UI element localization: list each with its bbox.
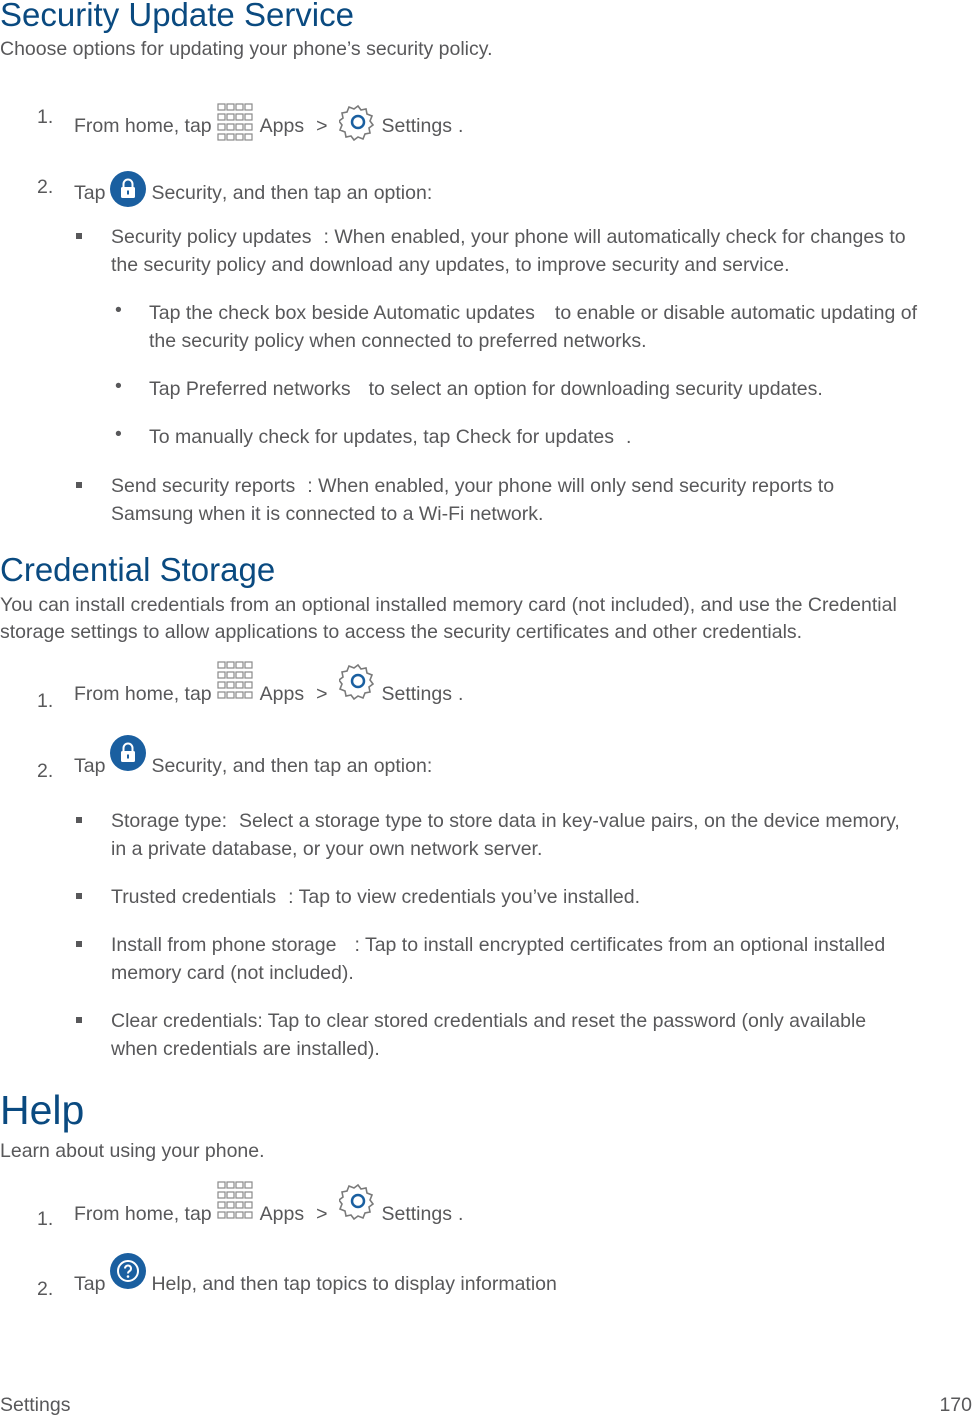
bullet-trusted-credentials: Trusted credentials : Tap to view credentials you’ve installed. [111, 886, 641, 908]
step-1 [0, 102, 973, 138]
term: Security policy updates [111, 226, 312, 248]
help-question-icon [109, 1252, 147, 1298]
step-text: , and then tap topics to display information [191, 1273, 557, 1295]
section-title-credential-storage: Credential Storage [0, 551, 276, 588]
apps-label: Apps [259, 683, 305, 705]
square-bullet [76, 941, 82, 947]
period: . [457, 115, 464, 137]
square-bullet [76, 817, 82, 823]
security-label: Security [151, 182, 222, 204]
bullet-security-policy-updates: Security policy updates : When enabled, your phone will automatically check for changes to [111, 226, 906, 248]
term: Check for updates [455, 426, 615, 448]
apps-grid-icon [216, 1180, 256, 1228]
step-number: 2. [37, 760, 54, 782]
square-bullet [76, 1017, 82, 1023]
step-number: 1. [37, 690, 54, 712]
settings-gear-icon [339, 1182, 377, 1228]
security-label: Security [151, 755, 222, 777]
sub-bullet-check-for-updates: To manually check for updates, tap Check for updates . [149, 426, 632, 448]
bullet-line: memory card (not included). [111, 962, 354, 984]
step-2 [0, 170, 973, 208]
step-1 [0, 668, 973, 712]
settings-label: Settings [381, 683, 452, 705]
section-title-help: Help [0, 1087, 85, 1133]
step-text: Tap [74, 182, 106, 204]
section-intro: You can install credentials from an optional installed memory card (not included), and use the Credential [0, 594, 897, 616]
term: Trusted credentials [111, 886, 277, 908]
settings-gear-icon [339, 662, 377, 708]
apps-grid-icon [216, 660, 256, 708]
square-bullet [76, 893, 82, 899]
round-bullet: • [115, 375, 122, 397]
step-text: Tap [74, 1273, 106, 1295]
section-intro: storage settings to allow applications to access the security certificates and other credentials. [0, 621, 803, 643]
bullet-storage-type: Storage type: Select a storage type to store data in key-value pairs, on the device memory, [111, 810, 900, 832]
sub-bullet-automatic-updates: Tap the check box beside Automatic updates to enable or disable automatic updating of [149, 302, 918, 324]
bullet-line: Samsung when it is connected to a Wi-Fi network. [111, 503, 544, 525]
term: Install from phone storage [111, 934, 337, 956]
period: . [457, 683, 464, 705]
term: Storage type: [111, 810, 227, 832]
step-text: From home, tap [74, 1203, 212, 1225]
step-number: 2. [37, 176, 54, 198]
footer-section: Settings [0, 1394, 71, 1416]
lock-icon [109, 734, 147, 780]
apps-grid-icon [216, 102, 256, 150]
term: Automatic updates [373, 302, 535, 324]
section-intro: Choose options for updating your phone’s security policy. [0, 38, 493, 60]
square-bullet [76, 482, 82, 488]
period: . [457, 1203, 464, 1225]
round-bullet: • [115, 299, 122, 321]
step-text: , and then tap an option: [221, 755, 433, 777]
step-2 [0, 1258, 973, 1298]
round-bullet: • [115, 423, 122, 445]
help-label: Help [151, 1273, 192, 1295]
term: Send security reports [111, 475, 296, 497]
step-number: 1. [37, 1208, 54, 1230]
bullet-install-from-phone-storage: Install from phone storage : Tap to install encrypted certificates from an optional installed [111, 934, 886, 956]
bullet-line: the security policy and download any updates, to improve security and service. [111, 254, 790, 276]
square-bullet [76, 233, 82, 239]
step-number: 1. [37, 106, 54, 128]
settings-label: Settings [381, 1203, 452, 1225]
settings-gear-icon [339, 103, 377, 149]
settings-label: Settings [381, 115, 452, 137]
bullet-line: in a private database, or your own network server. [111, 838, 543, 860]
separator: > [316, 1203, 328, 1225]
bullet-clear-credentials: Clear credentials: Tap to clear stored credentials and reset the password (only available [111, 1010, 867, 1032]
bullet-send-security-reports: Send security reports : When enabled, your phone will only send security reports to [111, 475, 835, 497]
lock-icon [109, 170, 147, 216]
step-1 [0, 1188, 973, 1228]
apps-label: Apps [259, 1203, 305, 1225]
section-intro: Learn about using your phone. [0, 1140, 265, 1162]
step-text: From home, tap [74, 115, 212, 137]
step-2 [0, 740, 973, 780]
step-text: , and then tap an option: [221, 182, 433, 204]
bullet-line: the security policy when connected to preferred networks. [149, 330, 647, 352]
apps-label: Apps [259, 115, 305, 137]
step-text: Tap [74, 755, 106, 777]
step-text: From home, tap [74, 683, 212, 705]
section-title-security-update: Security Update Service [0, 0, 354, 33]
separator: > [316, 115, 328, 137]
step-number: 2. [37, 1278, 54, 1300]
page-number: 170 [939, 1394, 972, 1416]
separator: > [316, 683, 328, 705]
term: Preferred networks [185, 378, 351, 400]
sub-bullet-preferred-networks: Tap Preferred networks to select an option for downloading security updates. [149, 378, 823, 400]
bullet-line: when credentials are installed). [111, 1038, 380, 1060]
